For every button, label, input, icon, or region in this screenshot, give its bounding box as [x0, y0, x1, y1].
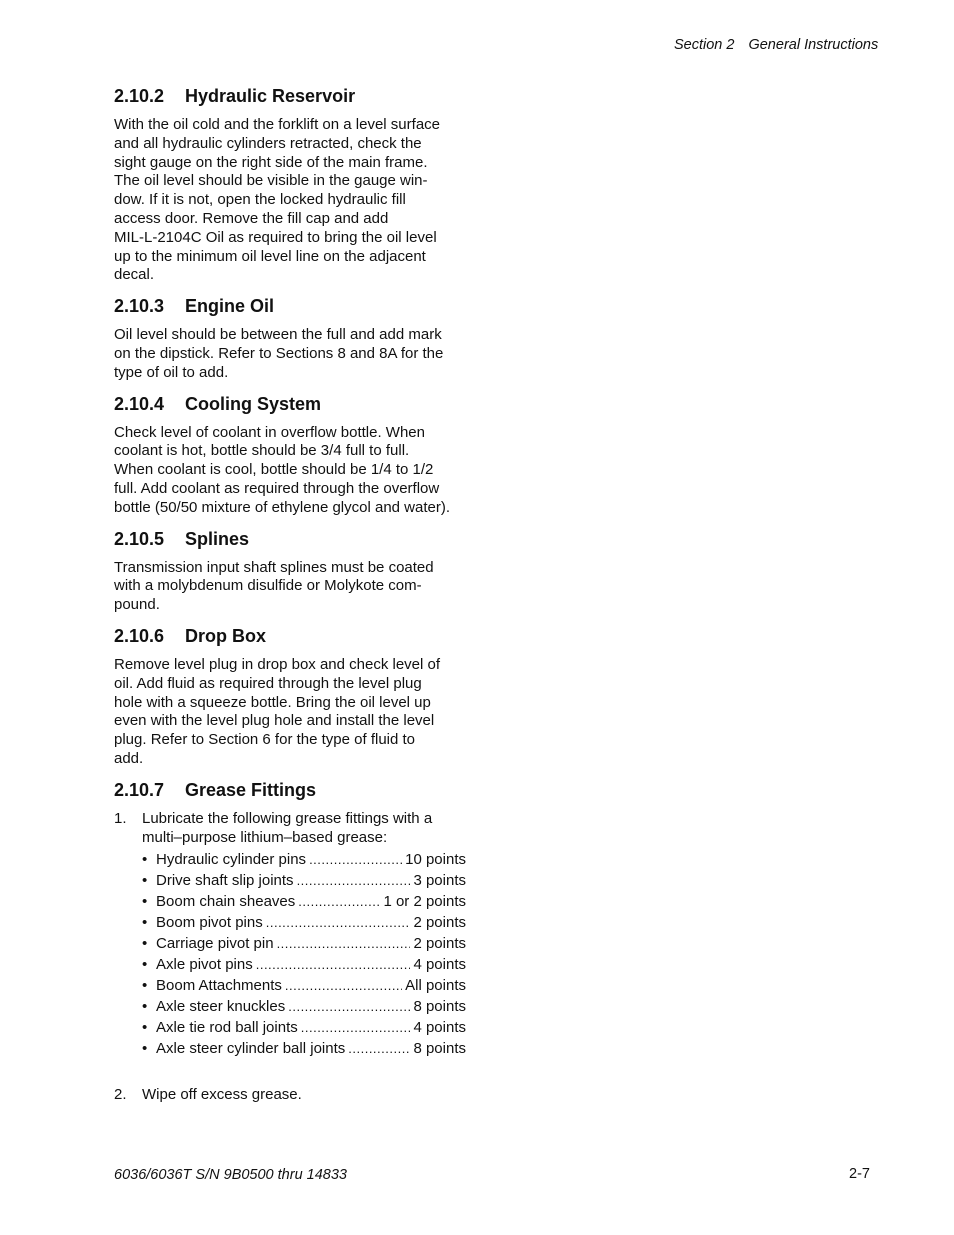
list-item: • Boom Attachments ..... All points [142, 975, 466, 996]
list-item: • Boom chain sheaves ..... 1 or 2 points [142, 891, 466, 912]
heading-splines: 2.10.5 Splines [114, 528, 250, 549]
list-item: • Axle steer cylinder ball joints ..... 8 points [142, 1038, 466, 1059]
list-item: • Axle tie rod ball joints ..... 4 points [142, 1017, 466, 1038]
footer-model: 6036/6036T S/N 9B0500 thru 14833 [114, 1167, 347, 1183]
header-title: General Instructions [748, 37, 879, 53]
paragraph-engine-oil: Oil level should be between the full and add mark on the dipstick. Refer to Sections 8 and 8A for the type of oil to add. [114, 326, 444, 381]
heading-cooling-system: 2.10.4 Cooling System [114, 393, 322, 414]
paragraph-cooling-system: Check level of coolant in overflow bottle. When coolant is hot, bottle should be 3/4 full to full. When coolant is cool, bottle should be 1/4 to 1/2 full. Add coolant as required through the overflow bottle (50/50 mixture of ethylene glycol and water). [114, 423, 451, 516]
paragraph-splines: Transmission input shaft splines must be coated with a molybdenum disulfide or Molykote com- pound. [114, 558, 434, 614]
list-item: • Axle steer knuckles ..... 8 points [142, 996, 466, 1017]
header-section: Section 2 [674, 37, 735, 53]
list-item: • Axle pivot pins ..... 4 points [142, 954, 466, 975]
paragraph-hydraulic-reservoir: With the oil cold and the forklift on a level surface and all hydraulic cylinders retracted, check the sight gauge on the right side of the main frame. The oil level should be visible in the gauge win- dow. If it is not, open the locked hydraulic fill access door. Remove the fill cap and add MIL-L-2104C Oil as required to bring the oil level up to the minimum oil level line on the adjacent decal. [114, 116, 441, 284]
heading-drop-box: 2.10.6 Drop Box [114, 625, 266, 646]
content-column [114, 86, 466, 1105]
list-item: • Boom pivot pins ..... 2 points [142, 912, 466, 933]
list-item: • Drive shaft slip joints ..... 3 points [142, 870, 466, 891]
grease-fittings-list [114, 849, 466, 1059]
running-header [674, 37, 878, 53]
page-number: 2-7 [849, 1166, 870, 1182]
heading-engine-oil: 2.10.3 Engine Oil [114, 296, 275, 317]
list-item-1: 1. Lubricate the following grease fittings with a multi–purpose lithium–based grease: [114, 809, 433, 846]
list-item: • Hydraulic cylinder pins ..... 10 points [142, 849, 466, 870]
heading-grease-fittings: 2.10.7 Grease Fittings [114, 779, 317, 800]
list-item-2: 2. Wipe off excess grease. [114, 1086, 302, 1104]
heading-hydraulic-reservoir: 2.10.2 Hydraulic Reservoir [114, 86, 356, 106]
paragraph-drop-box: Remove level plug in drop box and check level of oil. Add fluid as required through the level plug hole with a squeeze bottle. Bring the oil level up even with the level plug hole and install the level plug. Refer to Section 6 for the type of fluid to add. [114, 655, 441, 767]
list-item: • Carriage pivot pin ..... 2 points [142, 933, 466, 954]
